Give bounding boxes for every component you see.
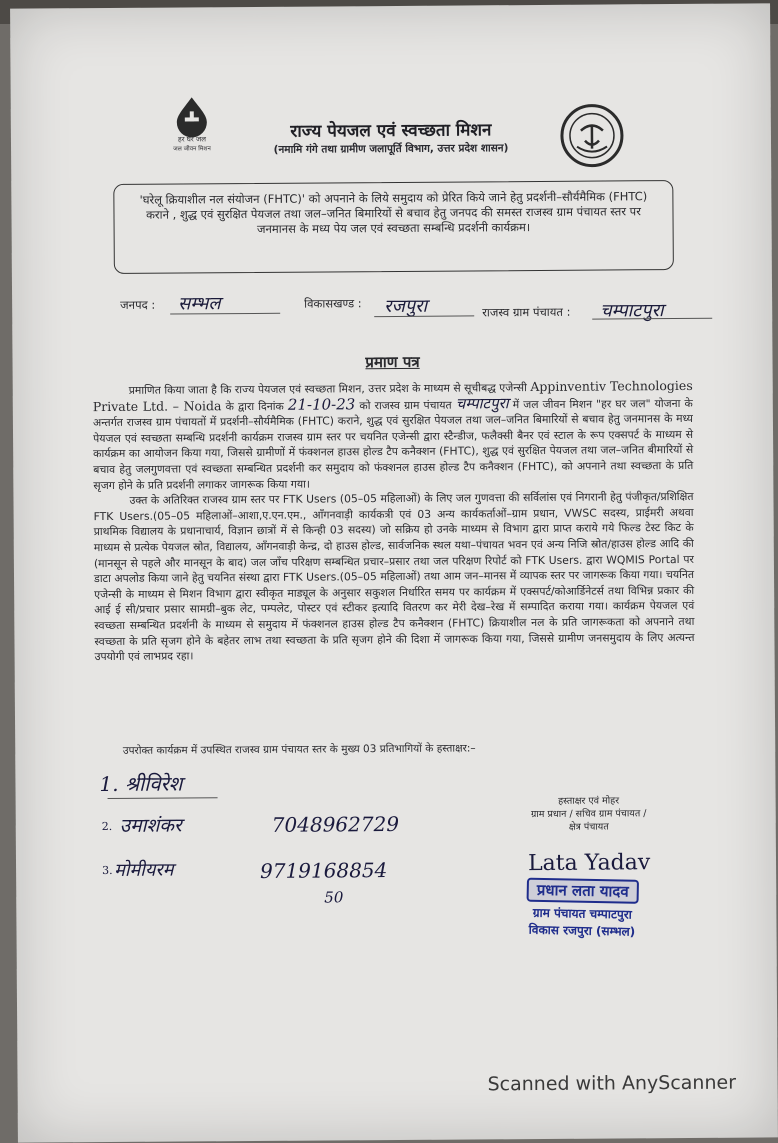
body-p1-c: को राजस्व ग्राम पंचायत [359,398,452,412]
scanner-watermark: Scanned with AnyScanner [487,1071,737,1096]
signatory-caption-3: क्षेत्र पंचायत [568,821,609,833]
participant-signature-3: मोमीयरम [113,859,174,881]
body-p2: उक्त के अतिरिक्त राजस्व ग्राम स्तर पर FTK Users (05–05 महिलाओं) के लिए जल गुणवत्ता की सर्विलांस एवं निगरानी हेतु पंजीकृत/प्रशिक्षित FTK Users.(05–05 महिलाओं–आशा,ए.एन.एम., आँगनवाड़ी कार्यकत्री एवं 03 अन्य कार्यकर्ताओं–ग्राम प्रधान, VWSC सदस्य, प्राईमरी अथवा प्राथमिक विद्यालय के प्रधानाचार्य, विज्ञान छात्रों में से किन्ही 03 सदस्य) जो सक्रिय हो उनके माध्यम से विभाग द्वारा प्राप्त कराये गये फिल्ड टेस्ट किट के माध्यम से प्रत्येक पेयजल स्रोत, विद्यालय, आँगनवाड़ी केन्द्र, दो हाउस होल्ड, सार्वजनिक स्थल यथा–पंचायत भवन एवं अन्य निजि स्रोत/हाउस होल्ड आदि की (मानसून से पहले और मानसून के बाद) जल जाँच परिक्षण सम्बन्धित प्रचार–प्रसार तथा जल परिक्षण रिपोर्ट को FTK Users. द्वारा WQMIS Portal पर डाटा अपलोड किया जाने हेतु चयनित संस्था द्वारा FTK Users.(05–05 महिलाओं) तथा आम जन–मानस में व्यापक स्तर पर जागरूक किया गया। चयनित एजेन्सी के माध्यम से मिशन विभाग द्वारा स्वीकृत माड्यूल के अनुसार सकुशल निर्धारित समय पर कार्यक्रम में एक्सपर्ट/कोआर्डिनेटर्स तथा विभिन्न प्रकार की आई ई सी/प्रचार प्रसार सामग्री–बुक लेट, पम्पलेट, पोस्टर एवं स्टीकर इत्यादि वितरण कर मेरी देख–रेख में सम्पादित कराया गया। कार्यक्रम पेयजल एवं स्वच्छता सम्बन्धित प्रदर्शनी के माध्यम से समुदाय में फंक्शनल हाउस होल्ड टैप कनैक्शन (FHTC) क्रियाशील नल के प्रति जागरूकता को अपनाने तथा स्वच्छता के प्रति सृजग होने के बहेतर लाभ तथा स्वच्छता के प्रति सृजग होने की दिशा में जागरूक किया गया, जिससे ग्रामीण जनसमुदाय के लिए अत्यन्त उपयोगी एवं लाभप्रद रहा। [93,490,695,664]
village-name: चम्पाटपुरा [455,393,509,413]
stamp-line-3: विकास रजपुरा (सम्भल) [528,922,636,939]
signature-line-1 [108,797,218,799]
pradhan-stamp [482,877,683,947]
signature-3-number: 3. [102,863,113,878]
presence-note: उपरोक्त कार्यक्रम में उपस्थित राजस्व ग्राम पंचायत स्तर के मुख्य 03 प्रतिभागियों के हस्ताक्षर:– [122,742,476,757]
panchayat-label: राजस्व ग्राम पंचायत : [482,304,571,320]
program-date: 21-10-23 [287,394,356,414]
panchayat-value: चम्पाटपुरा [600,300,664,322]
logo-left-subtext: जल जीवन मिशन [173,145,211,153]
certificate-body [93,378,695,665]
body-p1-a: प्रमाणित किया जाता है कि राज्य पेयजल एवं स्वच्छता मिशन, उत्तर प्रदेश के माध्यम से सूचीबद्ध एजेन्सी [128,381,527,397]
signatory-caption-2: ग्राम प्रधान / सचिव ग्राम पंचायत / [530,808,647,821]
participant-signature-1: 1. श्रीविरेश [99,771,183,797]
block-label: विकासखण्ड : [304,296,362,311]
district-value: सम्भल [178,293,221,315]
logo-left-text: हर घर जल [177,135,206,144]
body-p1-b: के द्वारा दिनांक [225,399,284,413]
stamp-line-2: ग्राम पंचायत चम्पाटपुरा [532,905,632,922]
district-label: जनपद : [120,297,156,312]
document-page [10,3,778,1142]
agency-name: Appinventiv Technologies Private Ltd. – Noida [92,377,693,414]
block-value: रजपुरा [384,295,428,318]
header-subtitle: (नमामि गंगे तथा ग्रामीण जलापूर्ति विभाग, उत्तर प्रदेश शासन) [273,142,509,156]
header-title: राज्य पेयजल एवं स्वच्छता मिशन [290,120,492,142]
signatory-caption [494,794,684,834]
pradhan-signature: Lata Yadav [527,850,651,877]
body-p1-d: में जल जीवन मिशन "हर घर जल" योजना के अन्तर्गत राजस्व ग्राम पंचायतों में प्रदर्शनी–सौर्यमैमिक (FHTC) कराने, शुद्ध एवं सुरक्षित पेयजल तथा जल–जनित बिमारियों से बचाव हेतु जनमानस के मध्य पेयजल एवं स्वच्छता सम्बन्धि प्रदर्शनी कार्यक्रम राजस्व ग्राम स्तर पर चयनित एजेन्सी द्वारा स्टैन्डीज, फलैक्सी बैनर एवं स्टाल के रूप एक्सपर्ट के माध्यम से कार्यक्रम का आयोजन किया गया, जिससे ग्रामीणों में फंक्शनल हाउस होल्ड टैप कनैक्शन (FHTC), शुद्ध एवं सुरक्षित पेयजल तथा जल–जनित बीमारियों से बचाव हेतु जलगुणवत्ता एवं स्वच्छता सम्बन्धित प्रदर्शनी कर समुदाय को फंक्शनल हाउस होल्ड टैप कनैक्शन (FHTC), को अपनाने तथा स्वच्छता के प्रति सृजग होने के प्रति प्रदर्शनी लगाकर जागरूक किया गया। [92,396,694,492]
signatory-caption-1: हस्ताक्षर एवं मोहर [558,795,620,807]
signature-2-number: 2. [101,819,113,834]
participant-3-note: 50 [324,888,344,907]
district-underline [170,313,280,315]
program-box: 'घरेलू क्रियाशील नल संयोजन (FHTC)' को अपनाने के लिये समुदाय को प्रेरित किये जाने हेतु प्रदर्शनी–सौर्यमैमिक (FHTC) कराने , शुद्ध एवं सुरक्षित पेयजल तथा जल–जनित बिमारियों से बचाव हेतु जनपद की समस्त राजस्व ग्राम पंचायत स्तर पर जनमानस के मध्य पेय जल एवं स्वच्छता सम्बन्धि प्रदर्शनी कार्यक्रम। [113,180,674,274]
certificate-title: प्रमाण पत्र [365,352,420,372]
participant-3-phone: 9719168854 [259,858,388,883]
participant-signature-2: उमाशंकर [119,814,182,837]
participant-2-phone: 7048962729 [271,811,400,837]
stamp-line-1: प्रधान लता यादव [527,878,639,904]
